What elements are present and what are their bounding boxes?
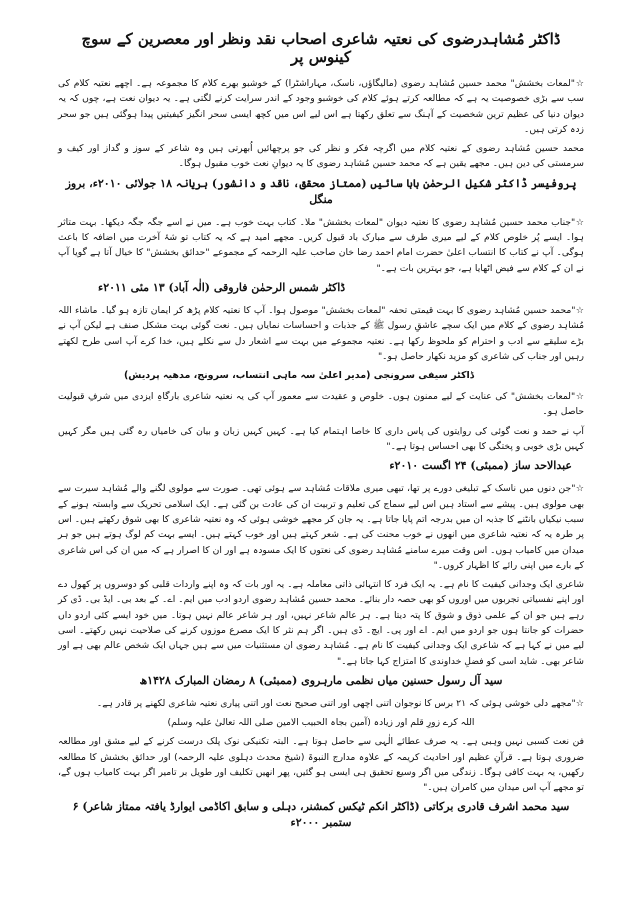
review-signature: ڈاکٹر شمس الرحمٰن فاروقی (الٰہ آباد) ۱۳ مئی ۲۰۱۱ء (98, 280, 346, 294)
review-paragraph: ☆"لمعات بخشش" محمد حسین مُشاہد رضوی (مالیگاؤں، ناسک، مہاراشٹرا) کے خوشبو بھرے کلام کا مجموعہ ہے۔ اچھے نعتیہ کلام کی سب سے بڑی خصوصیت یہ ہے کہ مطالعہ کرتے ہوئے کلام کی خوشبو وجود کے اندر سرایت کرنے لگتی ہے۔ یہ دیوان نعت ہے، چوں کہ یہ دیوان دنیا کی عظیم ترین شخصیت کے آہنگ سے تعلق رکھتا ہے اس لیے اس میں کچھ ایسی سحر انگیز کیفیتیں پیدا ہوگئی ہیں جو سحر زدہ کرتی ہیں۔ (58, 78, 584, 135)
review-signature: سید آل رسول حسنین میاں نظمی مارہروی (ممبئی) ۸ رمضان المبارک ۱۴۲۸ھ (139, 673, 503, 687)
review-paragraph: محمد حسین مُشاہد رضوی کے نعتیہ کلام میں اگرچہ فکر و نظر کی جو پرچھائیں اُبھرتی ہیں وہ شاعر کے سوز و گداز اور کیف و سرمستی کی دین ہیں۔ مجھے یقین ہے کہ محمد حسین مُشاہد رضوی کا یہ دیوانِ نعت خوب مقبول ہوگا۔ (58, 143, 584, 170)
review-signature: پروفیسر ڈاکٹر شکیل الرحمٰن بابا سائیں (ممتاز محقق، ناقد و دانشور) ہریانہ ۱۸ جولائی ۲۰۱۰ء، بروز منگل (65, 176, 577, 206)
dua-line: اللہ کرے زورِ قلم اور زیادہ (آمین بجاہ الحبیب الامین صلی اللہ تعالیٰ علیہ وسلم) (167, 717, 475, 729)
review-paragraph: ☆"مجھے دلی خوشی ہوئی کہ ۲۱ برس کا نوجوان اتنی اچھی اور اتنی صحیح نعت اور اتنی پیاری نعتیہ شاعری لکھنے پر قادر ہے۔ (96, 697, 584, 709)
review-paragraph: ☆"لمعات بخشش" کی عنایت کے لیے ممنون ہوں۔ خلوص و عقیدت سے معمور آپ کی یہ نعتیہ شاعری بارگاہِ ایزدی میں شرفِ قبولیت حاصل ہو۔ (58, 391, 584, 418)
review-paragraph: ☆"جن دنوں میں ناسک کے تبلیغی دورے پر تھا، تبھی میری ملاقات مُشاہد سے ہوئی تھی۔ صورت سے مولوی لگنے والے مُشاہد سیرت سے بھی مولوی ہیں۔ پیشے سے استاد ہیں اس لیے سماج کی تعلیم و تربیت ان کی عادت بن گئی ہے۔ ایک اسلامی تحریک سے وابستہ ہونے کے سبب نیکیاں بانٹنے کا جذبہ ان میں بدرجہ اتم پایا جاتا ہے۔ یہ جان کر مجھے خوشی ہوئی کہ وہ نعتیہ شاعری کا بھی شوق رکھتے ہیں۔ اس پر طرہ یہ کہ نعتیہ شاعری میں انھوں نے خوب محنت کی ہے۔ شعر کہتے ہیں اور خوب کہتے ہیں۔ ایسے بہت کم لوگ ہوتے ہیں جو ہر میدان میں کامیاب ہوں۔ اس وقت میرے سامنے مُشاہد رضوی کی نعتوں کا ایک مسودہ ہے اور ان کا اصرار ہے کہ میں ان کی اس شاعری کے بارے میں اپنی رائے کا اظہار کروں۔" (58, 483, 584, 571)
review-paragraph: آپ نے حمد و نعت گوئی کی روایتوں کی پاس داری کا خاصا اہتمام کیا ہے۔ کہیں کہیں زبان و بیان کی خامیاں رہ گئی ہیں مگر کہیں کہیں بڑی خوبی و پختگی کا بھی احساس ہوتا ہے۔" (58, 425, 584, 453)
page-title: ڈاکٹر مُشاہدرضوی کی نعتیہ شاعری اصحاب نقد ونظر اور معصرین کے سوچ کینوس پر (81, 30, 561, 66)
review-signature: ڈاکٹر سیفی سرونجی (مدیر اعلیٰ سہ ماہی انتساب، سرونج، مدھیہ پردیش) (123, 370, 474, 382)
review-paragraph: شاعری ایک وجدانی کیفیت کا نام ہے۔ یہ ایک فرد کا انتہائی ذاتی معاملہ ہے۔ یہ اور بات کہ وہ اپنے واردات قلبی کو دوسروں پر کھول دے اور اپنے نفسیاتی تجربوں میں اوروں کو بھی حصہ دار بنائے۔ محمد حسین مُشاہد رضوی اردو ادب میں ایم۔ اے۔ کے بعد بی۔ ایڈ بی۔ ڈی کر رہے ہیں جو ان کے علمی ذوق و شوق کا پتہ دیتا ہے۔ ہر عالم شاعر نہیں، اور ہر شاعر عالم نہیں ہوتا۔ میں خود ایسے کئی اردو داں حضرات کو جانتا ہوں جو اردو میں ایم۔ اے اور پی۔ ایچ۔ ڈی ہیں۔ اگر ہم نثر کا ایک مصرع موزوں کرنے کی صلاحیت نہیں رکھتے۔ اسی لیے میں نے کہا ہے کہ شاعری ایک وجدانی کیفیت کا نام ہے۔ مُشاہد رضوی ان مستثنیات میں سے ہیں جہاں ایک شخص عالم بھی ہے اور شاعر بھی۔ شاید اسی کو فضلِ خداوندی کا امتزاج کہا جاتا ہے۔" (58, 579, 584, 667)
review-paragraph: ☆"محمد حسین مُشاہد رضوی کا بہت قیمتی تحفہ "لمعات بخشش" موصول ہوا۔ آپ کا نعتیہ کلام پڑھ کر ایمان تازہ ہو گیا۔ ماشاء اللہ مُشاہد رضوی کے کلام میں ایک سچے عاشقِ رسول ﷺ کے جذبات و احساسات نمایاں ہیں۔ نعت گوئی بہت مشکل صنف ہے لیکن آپ نے بڑے سلیقے سے ادب و احترام کو ملحوظ رکھا ہے۔ نعتیہ مجموعے میں بہت سے اشعار دل سے نکلے ہیں، خدا کرے آپ اسی طرح لکھتے رہیں اور جناب کی شاعری کو مزید نکھار حاصل ہو۔" (58, 304, 584, 362)
review-paragraph: فن نعت کسبی نہیں وہبی ہے۔ یہ صرف عطائے الٰہی سے حاصل ہوتا ہے۔ البتہ تکنیکی نوک پلک درست کرنے کے لیے مشق اور مطالعہ ضروری ہوتا ہے۔ قرآنِ عظیم اور احادیث کریمہ کے علاوہ مدارج النبوۃ (شیخ محدث دہلوی علیہ الرحمہ) اور حدائق بخشش کا مطالعہ رکھیں، یہ بہت کافی ہوگا۔ زندگی میں اگر وسیع تحقیق ہی ایسی ہو گئیں، پھر انھیں تکلیف اور طویل بر تامیر اگر بہت کامیاب ہوں گے، تو مجھے آپ اس میدان میں کامران ہیں۔" (58, 736, 584, 794)
review-signature: سید محمد اشرف قادری برکاتی (ڈاکٹر انکم ٹیکس کمشنر، دہلی و سابق اکاڈمی ایوارڈ یافتہ ممتاز شاعر) ۶ ستمبر ۲۰۰۰ء (72, 800, 570, 830)
review-signature: عبدالاحد ساز (ممبئی) ۲۴ اگست ۲۰۱۰ء (389, 459, 572, 473)
review-paragraph: ☆"جناب محمد حسین مُشاہد رضوی کا نعتیہ دیوان "لمعات بخشش" ملا۔ کتاب بہت خوب ہے۔ میں نے اسے جگہ جگہ دیکھا۔ بہت متاثر ہوا۔ ایسے پُر خلوص کلام کے لیے میری طرف سے مبارک باد قبول کریں۔ مجھے امید ہے کہ یہ کتاب تو شۂ آخرت میں اضافہ کا باعث ہوگی۔ آپ نے کتاب کا انتساب اعلیٰ حضرت امام احمد رضا خان صاحب علیہ الرحمہ کے مجموعے "حدائق بخشش" کا خیال آتا ہے گویا آپ نے ان کے کلام سے فیض اٹھایا ہے، جو بہترین بات ہے۔" (58, 216, 584, 274)
